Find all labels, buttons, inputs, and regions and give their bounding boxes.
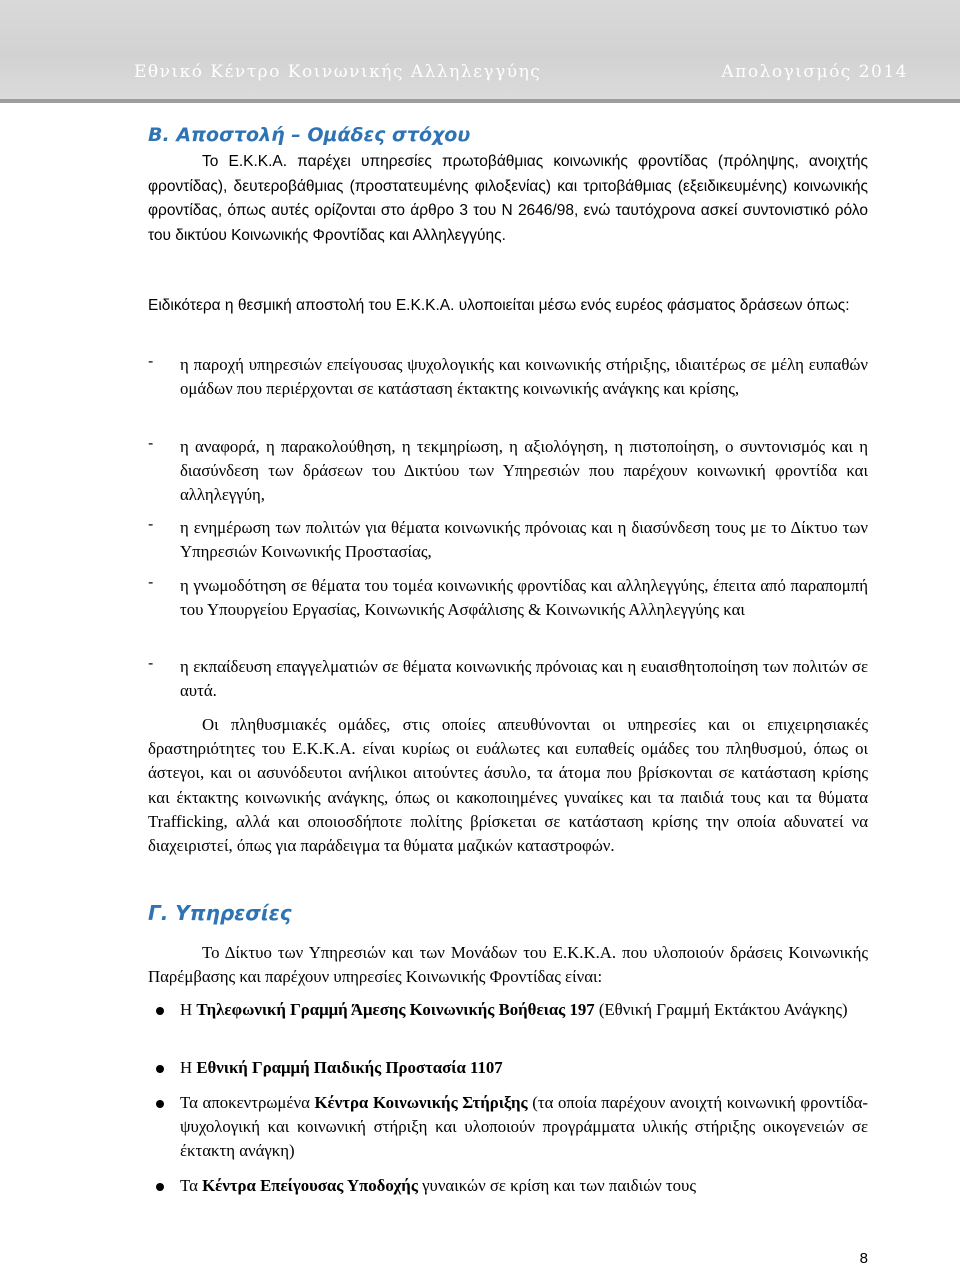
action-item: - η ενημέρωση των πολιτών για θέματα κοινωνικής πρόνοιας και η διασύνδεση τους με το Δίκτυο των Υπηρεσιών Κοινωνικής Προστασίας, bbox=[148, 516, 868, 562]
target-groups-paragraph: Οι πληθυσμιακές ομάδες, στις οποίες απευθύνονται οι υπηρεσίες και οι επιχειρησιακές δραστηριότητες του Ε.Κ.Κ.Α. είναι κυρίως οι ευάλωτες και ευπαθείς ομάδες του πληθυσμού, όπως οι άστεγοι, και οι ασυνόδευτοι ανήλικοι αιτούντες άσυλο, τα άτομα που βρίσκονται σε κατάσταση κρίσης και έκτακτης κοινωνικής ανάγκης, όπως οι κακοποιημένες γυναίκες και τα παιδιά τους και τα θύματα Trafficking, αλλά και οποιοσδήποτε πολίτης βρίσκεται σε κατάσταση κρίσης την οποία αδυνατεί να διαχειριστεί, όπως για παράδειγμα τα θύματα μαζικών καταστροφών. bbox=[148, 715, 868, 856]
bullet-icon bbox=[156, 1183, 164, 1191]
bullet-icon bbox=[156, 1007, 164, 1015]
section-b-title: Β. Αποστολή – Ομάδες στόχου bbox=[148, 124, 471, 146]
service-item: Τα αποκεντρωμένα Κέντρα Κοινωνικής Στήριξης (τα οποία παρέχουν ανοιχτή κοινωνική φροντίδα-ψυχολογική και κοινωνική στήριξη και υλοποιούν προγράμματα υλικής στήριξης οικογενειών σε έκτακτη ανάγκη) bbox=[148, 1091, 868, 1164]
dash-marker: - bbox=[148, 516, 154, 533]
dash-marker: - bbox=[148, 435, 154, 452]
mission-lead: Ειδικότερα η θεσμική αποστολή του Ε.Κ.Κ.Α. υλοποιείται μέσω ενός ευρέος φάσματος δράσεων όπως: bbox=[148, 297, 850, 314]
dash-marker: - bbox=[148, 655, 154, 672]
action-item: - η εκπαίδευση επαγγελματιών σε θέματα κοινωνικής πρόνοιας και η ευαισθητοποίηση των πολιτών σε αυτά. bbox=[148, 655, 868, 701]
service-item: Τα Κέντρα Επείγουσας Υποδοχής γυναικών σε κρίση και των παιδιών τους bbox=[148, 1174, 868, 1198]
action-item: - η αναφορά, η παρακολούθηση, η τεκμηρίωση, η αξιολόγηση, η πιστοποίηση, ο συντονισμός και η διασύνδεση των δράσεων του Δικτύου των Υπηρεσιών που παρέχουν κοινωνική φροντίδα και αλληλεγγύη, bbox=[148, 435, 868, 505]
section-g-intro: Το Δίκτυο των Υπηρεσιών και των Μονάδων του Ε.Κ.Κ.Α. που υλοποιούν δράσεις Κοινωνικής Παρέμβασης και παρέχουν υπηρεσίες Κοινωνικής Φροντίδας είναι: bbox=[148, 943, 868, 987]
header-report-title: Απολογισμός 2014 bbox=[721, 62, 908, 82]
page-number: 8 bbox=[859, 1250, 868, 1267]
bullet-icon bbox=[156, 1065, 164, 1073]
dash-marker: - bbox=[148, 574, 154, 591]
page-header bbox=[0, 0, 960, 103]
section-g-title: Γ. Υπηρεσίες bbox=[148, 901, 292, 925]
action-item: - η παροχή υπηρεσιών επείγουσας ψυχολογικής και κοινωνικής στήριξης, ιδιαιτέρως σε μέλη ευπαθών ομάδων που περιέρχονται σε κατάσταση έκτακτης κοινωνικής ανάγκης και κρίσης, bbox=[148, 353, 868, 399]
section-b-intro: Το Ε.Κ.Κ.Α. παρέχει υπηρεσίες πρωτοβάθμιας κοινωνικής φροντίδας (πρόληψης, ανοιχτής φροντίδας), δευτεροβάθμιας (προστατευμένης φιλοξενίας) και τριτοβάθμιας (εξειδικευμένης) κοινωνικής φροντίδας, όπως αυτές ορίζονται στο άρθρο 3 του Ν 2646/98, ενώ ταυτόχρονα ασκεί συντονιστικό ρόλο του δικτύου Κοινωνικής Φροντίδας και Αλληλεγγύης. bbox=[148, 153, 868, 244]
service-item: Η Εθνική Γραμμή Παιδικής Προστασία 1107 bbox=[148, 1056, 868, 1080]
header-divider bbox=[0, 99, 960, 103]
action-item: - η γνωμοδότηση σε θέματα του τομέα κοινωνικής φροντίδας και αλληλεγγύης, έπειτα από παραπομπή του Υπουργείου Εργασίας, Κοινωνικής Ασφάλισης & Κοινωνικής Αλληλεγγύης και bbox=[148, 574, 868, 620]
bullet-icon bbox=[156, 1100, 164, 1108]
dash-marker: - bbox=[148, 353, 154, 370]
service-item: Η Τηλεφωνική Γραμμή Άμεσης Κοινωνικής Βοήθειας 197 (Εθνική Γραμμή Εκτάκτου Ανάγκης) bbox=[148, 998, 868, 1022]
header-organization: Εθνικό Κέντρο Κοινωνικής Αλληλεγγύης bbox=[134, 62, 542, 82]
